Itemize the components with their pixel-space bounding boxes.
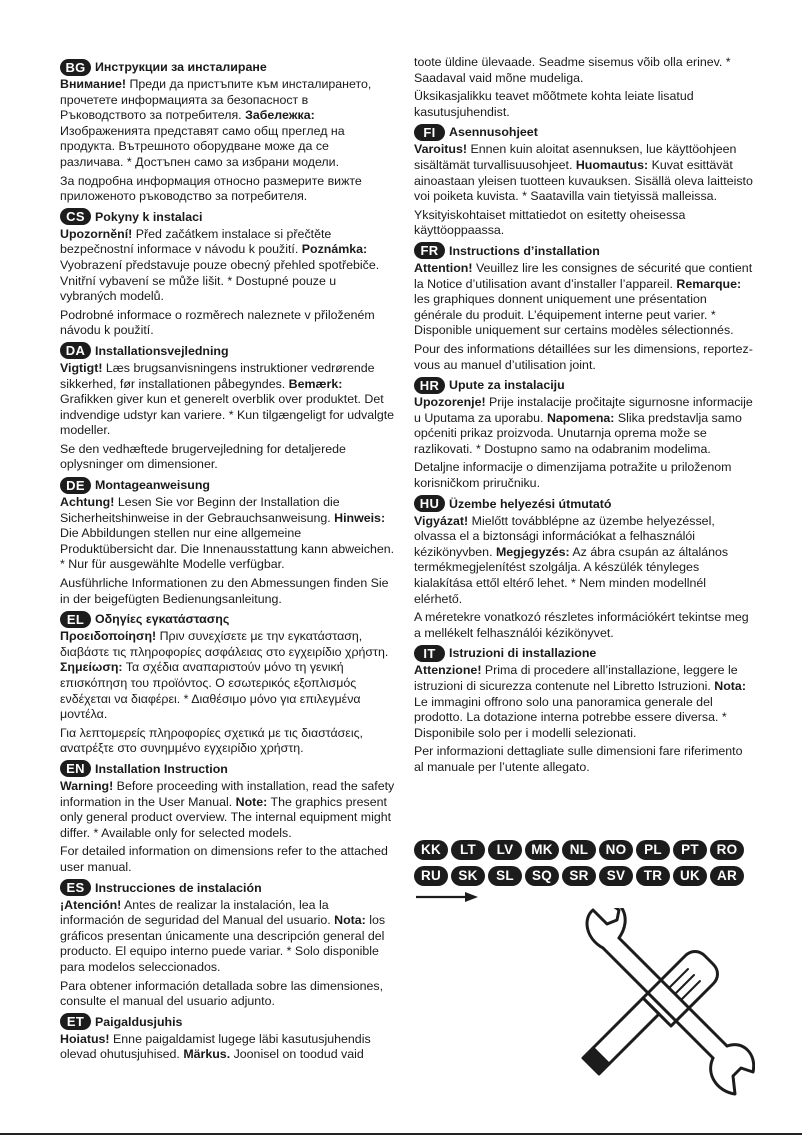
section-header (60, 610, 395, 628)
text-run: Ennen kuin aloitat asennuksen, lue käyttöohjeen sisältämät turvallisuusohjeet. (414, 142, 737, 172)
text-run: Vyobrazení představuje pouze obecný přehled spotřebiče. Vnitřní vybavení se může lišit. * Dostupné pouze u vybraných modelů. (60, 257, 380, 304)
emphasis-label: Hinweis: (334, 510, 386, 525)
emphasis-label: ¡Atención! (60, 897, 122, 912)
paragraph (60, 898, 395, 976)
text-run: За подробна информация относно размерите вижте приложеното ръководство за потребителя. (60, 173, 362, 204)
section-header (60, 760, 395, 778)
language-badge-pt: PT (673, 840, 707, 860)
paragraph (414, 89, 754, 120)
language-badge-no: NO (599, 840, 633, 860)
text-run: Lesen Sie vor Beginn der Installation die Sicherheitshinweise in der Gebrauchsanweisung. (60, 495, 340, 525)
emphasis-label: Note: (235, 794, 268, 809)
text-run: Üksikasjalikku teavet mõõtmete kohta leiate lisatud kasutusjuhendist. (414, 89, 694, 119)
language-badge: BG (60, 59, 91, 76)
emphasis-label: Забележка: (245, 108, 315, 123)
section-header (414, 242, 754, 260)
language-badge: HR (414, 377, 445, 394)
text-run: Az ábra csupán az általános termékmegjelenítést szolgálja. A készülék tényleges kialakítása ettől eltérő lehet. * Nem minden modellnél elérhető. (414, 544, 729, 606)
other-languages-grid (414, 840, 754, 892)
text-run: Prima di procedere all’installazione, leggere le istruzioni di sicurezza contenute nel Libretto Istruzioni. (414, 663, 738, 693)
section-hu (414, 495, 754, 642)
paragraph (414, 208, 754, 239)
section-en (60, 760, 395, 876)
language-badge-sv: SV (599, 866, 633, 886)
section-title: Οδηγίες εγκατάστασης (95, 612, 230, 627)
emphasis-label: Huomautus: (575, 157, 649, 172)
text-run: Grafikken giver kun et generelt overblik over produktet. Det indvendige udstyr kan variere. * Kun tilgængeligt for udvalgte modeller. (60, 392, 395, 438)
paragraph (60, 779, 395, 841)
emphasis-label: Nota: (334, 913, 366, 928)
text-run: Για λεπτομερείς πληροφορίες σχετικά με τις διαστάσεις, ανατρέξτε στο συνημμένο εγχειρίδιο χρήστη. (60, 725, 363, 756)
section-header (60, 342, 395, 360)
text-run: Mielőtt továbblépne az üzembe helyezéssel, olvassa el a biztonsági információkat a felhasználói kézikönyvben. (414, 513, 715, 559)
paragraph (414, 342, 754, 373)
paragraph (60, 629, 395, 723)
section-bg (60, 58, 395, 205)
section-header (60, 1013, 395, 1031)
language-badge: DE (60, 477, 91, 494)
text-run: Kuvat esittävät ainoastaan yleisen tuotteen kuvauksen. Sisällä oleva laitteisto voi poiketa kuvista. * Saatavilla vain tietyissä malleissa. (414, 157, 753, 204)
language-badge-lt: LT (451, 840, 485, 860)
section-title: Montageanweisung (95, 478, 210, 493)
emphasis-label: Remarque: (676, 276, 742, 291)
text-run: Joonisel on toodud vaid (230, 1047, 364, 1062)
emphasis-label: Varoitus! (414, 142, 468, 157)
emphasis-label: Attention! (414, 260, 473, 275)
text-run: Ausführliche Informationen zu den Abmessungen finden Sie in der beigefügten Bedienungsanleitung. (60, 576, 389, 606)
emphasis-label: Attenzione! (414, 663, 482, 678)
emphasis-label: Nota: (714, 679, 746, 693)
text-run: Τα σχέδια αναπαριστούν μόνο τη γενική επισκόπηση του προϊόντος. Ο εσωτερικός εξοπλισμός ενδέχεται να διαφέρει. * Διαθέσιμο μόνο για επιλεγμένα μοντέλα. (60, 660, 361, 722)
text-run: Die Abbildungen stellen nur eine allgemeine Produktübersicht dar. Die Innenausstattung kann abweichen. * Nur für ausgewählte Modelle verfügbar. (60, 526, 395, 572)
paragraph (60, 442, 395, 473)
paragraph (60, 844, 395, 875)
text-run: Enne paigaldamist lugege läbi kasutusjuhendis olevad ohutusjuhised. (60, 1031, 371, 1062)
text-run: Veuillez lire les consignes de sécurité que contient la Notice d’utilisation avant d’installer l’appareil. (414, 260, 753, 291)
paragraph (414, 663, 754, 741)
language-badge: EL (60, 611, 91, 628)
emphasis-label: Vigyázat! (414, 513, 469, 528)
section-title: Asennusohjeet (449, 125, 538, 140)
language-badge-ro: RO (710, 840, 744, 860)
language-badge-nl: NL (562, 840, 596, 860)
section-title: Upute za instalaciju (449, 378, 565, 393)
section-fi (414, 123, 754, 239)
text-run: Pour des informations détaillées sur les dimensions, reportez-vous au manuel d’utilisation joint. (414, 341, 753, 372)
language-badge: ES (60, 879, 91, 896)
emphasis-label: Bemærk: (288, 376, 343, 391)
left-column (60, 55, 395, 1066)
section-title: Paigaldusjuhis (95, 1014, 183, 1029)
section-de (60, 476, 395, 607)
section-header (60, 208, 395, 226)
section-header (414, 644, 754, 662)
emphasis-label: Märkus. (183, 1047, 231, 1062)
paragraph (60, 174, 395, 205)
paragraph (414, 460, 754, 491)
emphasis-label: Warning! (60, 778, 114, 793)
section-es (60, 879, 395, 1010)
section-title: Instructions d’installation (449, 243, 600, 258)
section-title: Instrucciones de instalación (95, 880, 262, 895)
language-row (414, 866, 754, 886)
text-run: Before proceeding with installation, read the safety information in the User Manual. (60, 778, 395, 809)
text-run: Изображенията представят само общ преглед на продукта. Вътрешното оборудване може да се различава. * Достъпен само за избрани модели. (60, 123, 345, 169)
paragraph (414, 744, 754, 775)
emphasis-label: Vigtigt! (60, 360, 103, 375)
emphasis-label: Upozornění! (60, 226, 133, 241)
section-continued (414, 55, 754, 120)
language-badge-uk: UK (673, 866, 707, 886)
language-badge-kk: KK (414, 840, 448, 860)
paragraph (414, 142, 754, 204)
language-badge: DA (60, 342, 91, 359)
section-header (60, 476, 395, 494)
section-da (60, 342, 395, 473)
emphasis-label: Achtung! (60, 495, 115, 510)
language-badge-sk: SK (451, 866, 485, 886)
section-it (414, 644, 754, 775)
text-run: Se den vedhæftede brugervejledning for detaljerede oplysninger om dimensioner. (60, 441, 346, 472)
section-header (414, 495, 754, 513)
emphasis-label: Внимание! (60, 77, 127, 91)
text-run: los gráficos presentan únicamente una descripción general del producto. El equipo interno puede variar. * Solo disponible para modelos seleccionados. (60, 913, 386, 974)
bottom-rule (0, 1133, 802, 1135)
language-badge: HU (414, 495, 445, 512)
text-run: Slika predstavlja samo općeniti prikaz proizvoda. Unutarnja oprema može se razlikovati. * Dostupno samo na odabranim modelima. (414, 410, 742, 456)
section-title: Инструкции за инсталиране (95, 60, 267, 74)
language-badge-tr: TR (636, 866, 670, 886)
wrench-icon (573, 908, 755, 1098)
text-run: Πριν συνεχίσετε με την εγκατάσταση, διαβάστε τις πληροφορίες ασφάλειας στο εγχειρίδιο χρήστη. (60, 629, 389, 659)
text-run: Le immagini offrono solo una panoramica generale del prodotto. La dotazione interna potrebbe essere diversa. * Disponibile solo per i modelli selezionati. (414, 694, 727, 740)
section-title: Istruzioni di installazione (449, 646, 597, 661)
section-header (414, 376, 754, 394)
section-fr (414, 242, 754, 373)
text-run: Per informazioni dettagliate sulle dimensioni fare riferimento al manuale per l’utente allegato. (414, 744, 743, 774)
paragraph (60, 495, 395, 573)
text-run: The graphics present only general product overview. The internal equipment might differ. * Available only for selected models. (60, 794, 392, 840)
text-run: Před začátkem instalace si přečtěte bezpečnostní informace v návodu k použití. (60, 226, 332, 257)
paragraph (60, 227, 395, 305)
section-title: Installation Instruction (95, 761, 228, 776)
language-badge: CS (60, 208, 91, 225)
emphasis-label: Hoiatus! (60, 1031, 110, 1046)
section-header (60, 58, 395, 76)
language-badge-ru: RU (414, 866, 448, 886)
language-badge-sq: SQ (525, 866, 559, 886)
text-run: Prije instalacije pročitajte sigurnosne informacije u Uputama za uporabu. (414, 395, 753, 425)
section-el (60, 610, 395, 757)
paragraph (60, 1032, 395, 1063)
text-run: Detaljne informacije o dimenzijama potražite u priloženom korisničkom priručniku. (414, 460, 732, 491)
text-run: Læs brugsanvisningens instruktioner vedrørende sikkerhed, før installationen påbegyndes. (60, 360, 375, 391)
emphasis-label: Poznámka: (301, 242, 368, 257)
language-badge: FI (414, 124, 445, 141)
paragraph (60, 77, 395, 171)
text-run: Para obtener información detallada sobre las dimensiones, consulte el manual del usuario adjunto. (60, 978, 384, 1009)
paragraph (414, 395, 754, 457)
right-arrow-icon (415, 890, 479, 904)
text-run: A méretekre vonatkozó részletes információkért tekintse meg a mellékelt felhasználói kézikönyvet. (414, 610, 749, 640)
language-badge-lv: LV (488, 840, 522, 860)
section-cs (60, 208, 395, 339)
language-badge-mk: MK (525, 840, 559, 860)
paragraph (414, 261, 754, 339)
emphasis-label: Napomena: (546, 410, 615, 425)
section-header (414, 123, 754, 141)
section-title: Installationsvejledning (95, 343, 229, 358)
language-badge: EN (60, 760, 91, 777)
language-badge: ET (60, 1013, 91, 1030)
paragraph (60, 361, 395, 439)
paragraph (60, 576, 395, 607)
right-column (414, 55, 754, 779)
text-run: Yksityiskohtaiset mittatiedot on esitetty oheisessa käyttöoppaassa. (414, 207, 686, 238)
emphasis-label: Προειδοποίηση! (60, 629, 157, 644)
section-title: Üzembe helyezési útmutató (449, 496, 612, 511)
language-badge-sr: SR (562, 866, 596, 886)
text-run: Преди да пристъпите към инсталирането, прочетете информацията за безопасност в Ръководството за потребителя. (60, 77, 372, 123)
emphasis-label: Σημείωση: (60, 660, 123, 675)
emphasis-label: Megjegyzés: (495, 544, 570, 559)
section-header (60, 879, 395, 897)
language-badge-pl: PL (636, 840, 670, 860)
section-hr (414, 376, 754, 492)
language-badge-sl: SL (488, 866, 522, 886)
language-row (414, 840, 754, 860)
text-run: Podrobné informace o rozměrech naleznete v přiloženém návodu k použití. (60, 307, 375, 338)
emphasis-label: Upozorenje! (414, 395, 486, 410)
language-badge: IT (414, 645, 445, 662)
text-run: les graphiques donnent uniquement une présentation générale du produit. L’équipement interne peut varier. * Disponible uniquement sur certains modèles sélectionnés. (414, 292, 734, 338)
text-run: toote üldine ülevaade. Seadme sisemus võib olla erinev. * Saadaval vaid mõne mudeliga. (414, 55, 731, 85)
section-et (60, 1013, 395, 1063)
paragraph (60, 308, 395, 339)
text-run: Antes de realizar la instalación, lea la información de seguridad del Manual del usuario. (60, 897, 335, 928)
paragraph (60, 979, 395, 1010)
text-run: For detailed information on dimensions refer to the attached user manual. (60, 844, 388, 874)
language-badge-ar: AR (710, 866, 744, 886)
paragraph (414, 514, 754, 608)
section-title: Pokyny k instalaci (95, 209, 203, 224)
language-badge: FR (414, 242, 445, 259)
paragraph (414, 610, 754, 641)
paragraph (60, 726, 395, 757)
paragraph (414, 55, 754, 86)
